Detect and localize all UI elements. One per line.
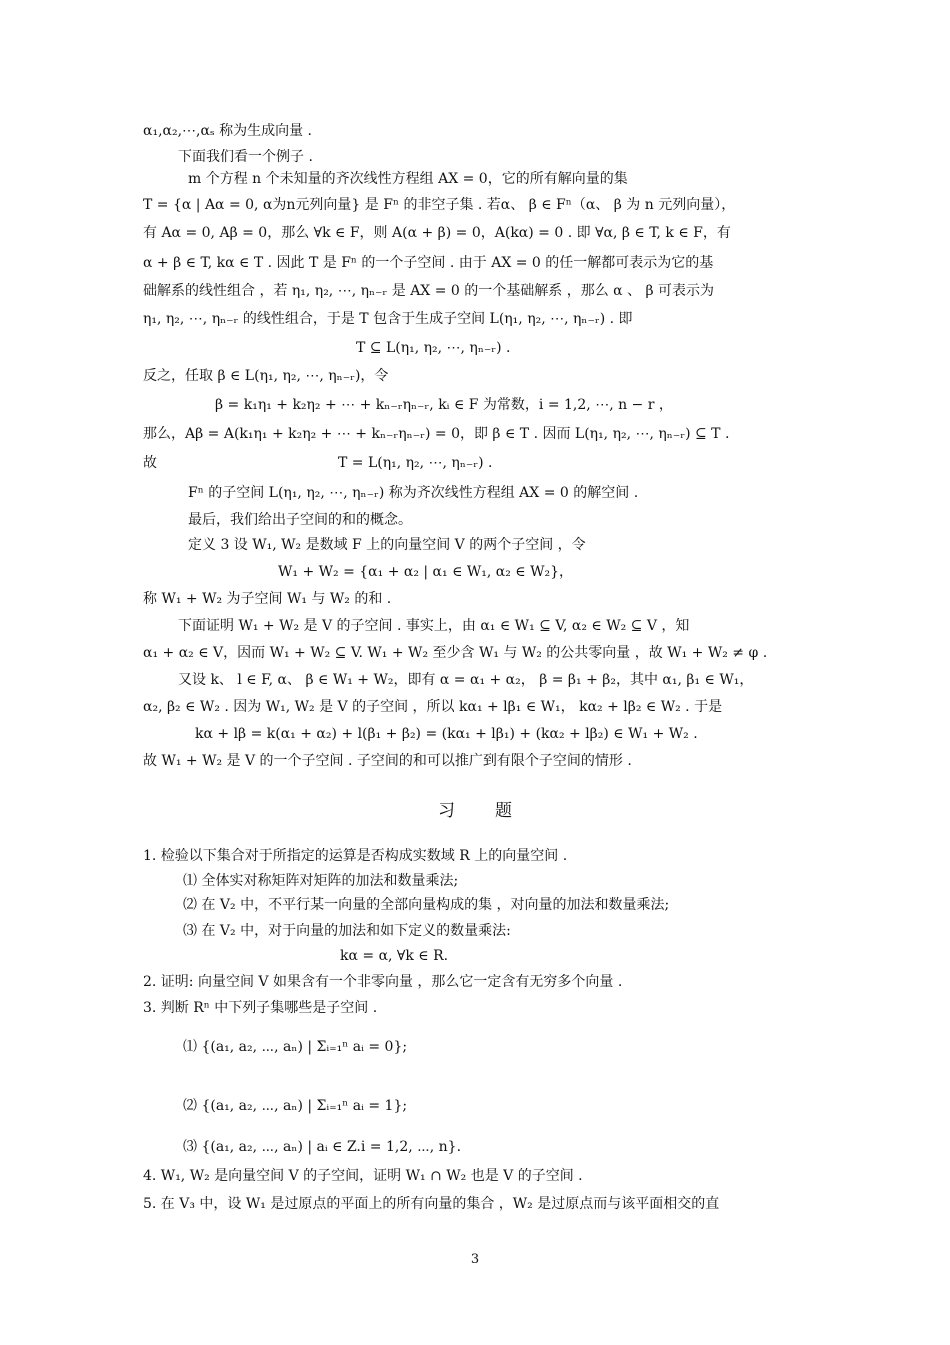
text-line: 又设 k、 l ∈ F, α、 β ∈ W₁ + W₂，即有 α = α₁ + α₂， β = β₁ + β₂，其中 α₁, β₁ ∈ W₁， [178,672,754,688]
text-line: T = L(η₁, η₂, ⋯, ηₙ₋ᵣ) . [338,455,493,471]
exercise-line: ⑵ 在 V₂ 中，不平行某一向量的全部向量构成的集 ，对向量的加法和数量乘法; [183,897,670,913]
exercise-line: 2. 证明: 向量空间 V 如果含有一个非零向量 ，那么它一定含有无穷多个向量 . [143,974,623,990]
text-line: 故 [143,455,157,471]
text-line: 最后，我们给出子空间的和的概念。 [188,512,412,528]
text-line: 定义 3 设 W₁, W₂ 是数域 F 上的向量空间 V 的两个子空间 ，令 [188,537,586,553]
exercise-line: 5. 在 V₃ 中，设 W₁ 是过原点的平面上的所有向量的集合 ，W₂ 是过原点而与该平面相交的直 [143,1196,720,1212]
text-line: Fⁿ 的子空间 L(η₁, η₂, ⋯, ηₙ₋ᵣ) 称为齐次线性方程组 AX = 0 的解空间 . [188,485,639,501]
text-line: kα + lβ = k(α₁ + α₂) + l(β₁ + β₂) = (kα₁ + lβ₁) + (kα₂ + lβ₂) ∈ W₁ + W₂ . [195,726,698,742]
text-line: T = {α | Aα = 0, α为n元列向量} 是 Fⁿ 的非空子集 . 若α、 β ∈ Fⁿ（α、 β 为 n 元列向量）， [143,197,736,213]
exercise-line: 4. W₁, W₂ 是向量空间 V 的子空间，证明 W₁ ∩ W₂ 也是 V 的子空间 . [143,1168,583,1184]
section-title: 习题 [438,801,552,821]
exercise-line: 1. 检验以下集合对于所指定的运算是否构成实数域 R 上的向量空间 . [143,848,568,864]
exercise-line: 3. 判断 Rⁿ 中下列子集哪些是子空间 . [143,1000,378,1016]
exercise-line: ⑶ 在 V₂ 中，对于向量的加法和如下定义的数量乘法: [183,923,511,939]
text-line: 反之，任取 β ∈ L(η₁, η₂, ⋯, ηₙ₋ᵣ)，令 [143,368,389,384]
text-line: η₁, η₂, ⋯, ηₙ₋ᵣ 的线性组合，于是 T 包含于生成子空间 L(η₁, η₂, ⋯, ηₙ₋ᵣ) . 即 [143,311,633,327]
text-line: 有 Aα = 0, Aβ = 0，那么 ∀k ∈ F，则 A(α + β) = 0，A(kα) = 0 . 即 ∀α, β ∈ T, k ∈ F，有 [143,225,731,241]
text-line: α + β ∈ T, kα ∈ T . 因此 T 是 Fⁿ 的一个子空间 . 由于 AX = 0 的任一解都可表示为它的基 [143,255,714,271]
text-line: 下面我们看一个例子 . [178,149,313,165]
exercise-line: ⑴ {(a₁, a₂, ⋯, aₙ) | Σᵢ₌₁ⁿ aᵢ = 0}; [183,1039,408,1055]
page-number: 3 [470,1252,480,1267]
text-line: W₁ + W₂ = {α₁ + α₂ | α₁ ∈ W₁, α₂ ∈ W₂}， [278,564,574,580]
exercise-line: ⑵ {(a₁, a₂, ⋯, aₙ) | Σᵢ₌₁ⁿ aᵢ = 1}; [183,1098,408,1114]
text-line: α₂, β₂ ∈ W₂ . 因为 W₁, W₂ 是 V 的子空间 ，所以 kα₁ + lβ₁ ∈ W₁， kα₂ + lβ₂ ∈ W₂ . 于是 [143,699,723,715]
text-line: α₁ + α₂ ∈ V，因而 W₁ + W₂ ⊆ V. W₁ + W₂ 至少含 W₁ 与 W₂ 的公共零向量 ，故 W₁ + W₂ ≠ φ . [143,645,768,661]
text-line: 础解系的线性组合 ，若 η₁, η₂, ⋯, ηₙ₋ᵣ 是 AX = 0 的一个基础解系 ，那么 α 、 β 可表示为 [143,283,715,299]
text-line: β = k₁η₁ + k₂η₂ + ⋯ + kₙ₋ᵣηₙ₋ᵣ, kᵢ ∈ F 为常数，i = 1,2, ⋯, n − r ， [215,397,673,413]
exercise-line: ⑴ 全体实对称矩阵对矩阵的加法和数量乘法; [183,873,459,889]
text-line: 那么，Aβ = A(k₁η₁ + k₂η₂ + ⋯ + kₙ₋ᵣηₙ₋ᵣ) = 0，即 β ∈ T . 因而 L(η₁, η₂, ⋯, ηₙ₋ᵣ) ⊆ T . [143,426,730,442]
text-line: 称 W₁ + W₂ 为子空间 W₁ 与 W₂ 的和 . [143,591,392,607]
text-line: α₁,α₂,⋯,αₛ 称为生成向量 . [143,123,313,139]
text-line: 下面证明 W₁ + W₂ 是 V 的子空间 . 事实上，由 α₁ ∈ W₁ ⊆ V, α₂ ∈ W₂ ⊆ V ，知 [178,618,690,634]
text-line: m 个方程 n 个未知量的齐次线性方程组 AX = 0，它的所有解向量的集 [188,171,628,187]
exercise-line: ⑶ {(a₁, a₂, ⋯, aₙ) | aᵢ ∈ Z.i = 1,2, ⋯, n}. [183,1139,462,1155]
text-line: 故 W₁ + W₂ 是 V 的一个子空间 . 子空间的和可以推广到有限个子空间的情形 . [143,753,632,769]
text-line: T ⊆ L(η₁, η₂, ⋯, ηₙ₋ᵣ) . [356,340,511,356]
exercise-line: kα = α, ∀k ∈ R. [340,948,449,964]
